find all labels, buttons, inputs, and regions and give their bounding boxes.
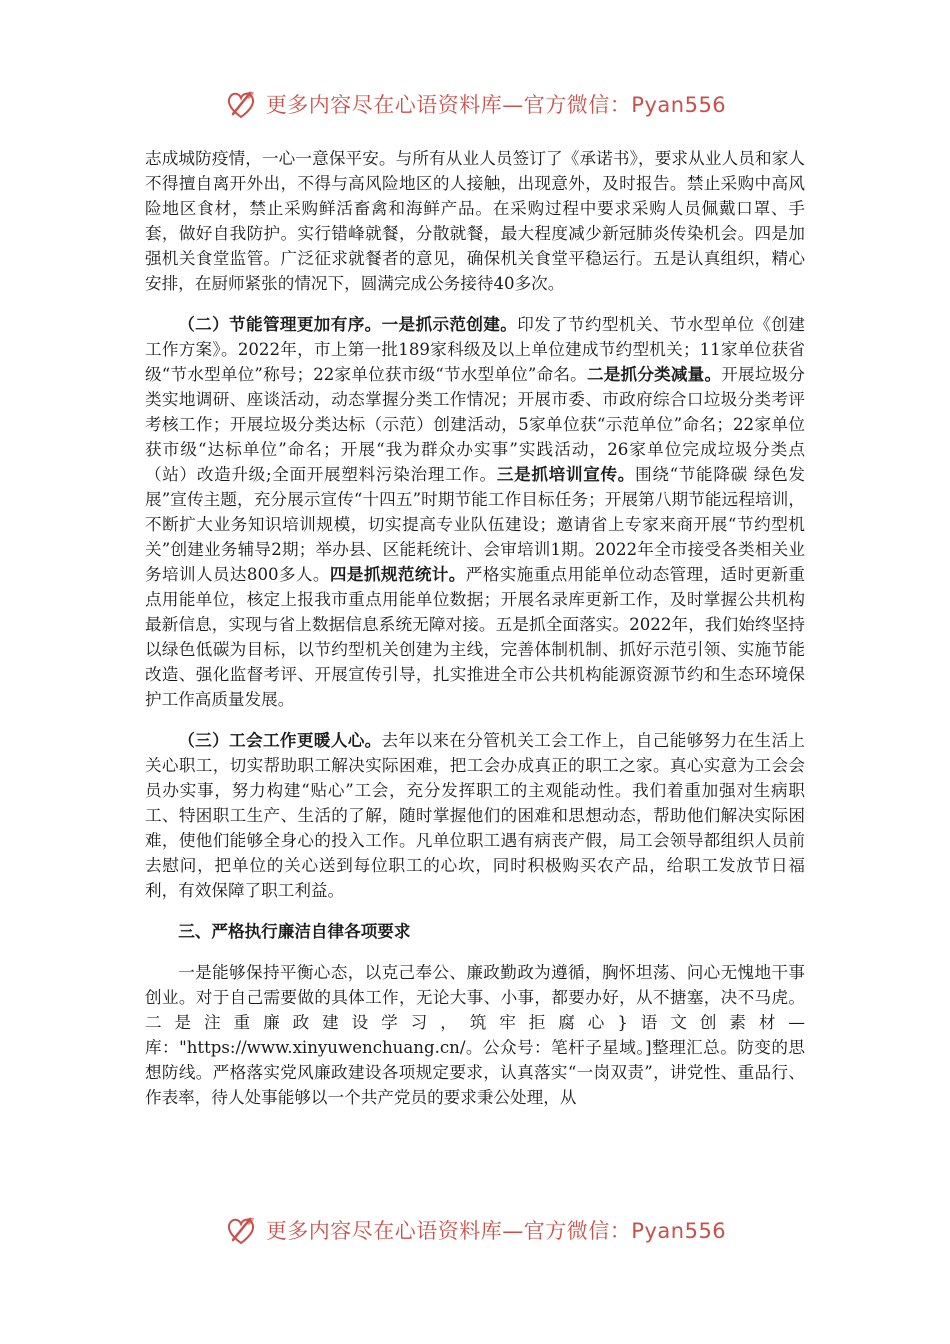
point-statistics: 四是抓规范统计。: [329, 564, 466, 584]
text-union: 去年以来在分管机关工会工作上，自己能够努力在生活上关心职工，切实帮助职工解决实际困难，把工会办成真正的职工之家。真心实意为工会会员办实事，努力构建“贴心”工会，充分发挥职工的主观能动性。我们着重加强对生病职工、特困职工生产、生活的了解，随时掌握他们的困难和思想动态，帮助他们解决实际困难，使他们能够全身心的投入工作。凡单位职工遇有病丧产假，局工会领导都组织人员前去慰问，把单位的关心送到每位职工的心坎，同时积极购买农产品，给职工发放节日福利，有效保障了职工利益。: [145, 731, 805, 900]
text-classification: 开展垃圾分类实地调研、座谈活动，动态掌握分类工作情况；开展市委、市政府综合口垃圾分类考评考核工作；开展垃圾分类达标（示范）创建活动，5家单位获“示范单位”命名；22家单位获市级“达标单位”命名；开展“我为群众办实事”实践活动，26家单位完成垃圾分类点（站）改造升级;全面开展塑料污染治理工作。: [145, 365, 806, 484]
subheading-union: （三）工会工作更暖人心。: [178, 730, 382, 750]
text-demo-creation: 印发了节约型机关、节水型单位《创建工作方案》。2022年，市上第一批189家科级及以上单位建成节约型机关；11家单位获省级“节水型单位”称号；22家单位获市级“节水型单位”命名。: [145, 315, 806, 384]
document-body: [145, 146, 805, 1110]
point-classification: 二是抓分类减量。: [586, 364, 722, 384]
text-training: 围绕“节能降碳 绿色发展”宣传主题，充分展示宣传“十四五”时期节能工作目标任务；开展第八期节能远程培训，不断扩大业务知识培训规模，切实提高专业队伍建设；邀请省上专家来商开展“节约型机关”创建业务辅导2期；举办县、区能耗统计、会审培训1期。2022年全市接受各类相关业务培训人员达800多人。: [145, 465, 806, 584]
quill-heart-logo-icon: [224, 1213, 258, 1247]
header-banner: [0, 84, 950, 124]
banner-text: 更多内容尽在心语资料库—官方微信：Pyan556: [265, 1219, 727, 1243]
quill-heart-logo-icon: [224, 87, 258, 121]
footer-banner: [0, 1210, 950, 1250]
paragraph-1: 志成城防疫情，一心一意保平安。与所有从业人员签订了《承诺书》，要求从业人员和家人不得擅自离开外出，不得与高风险地区的人接触，出现意外，及时报告。禁止采购中高风险地区食材，禁止采购鲜活畜禽和海鲜产品。在采购过程中要求采购人员佩戴口罩、手套，做好自我防护。实行错峰就餐，分散就餐，最大程度减少新冠肺炎传染机会。四是加强机关食堂监管。广泛征求就餐者的意见，确保机关食堂平稳运行。五是认真组织，精心安排，在厨师紧张的情况下，圆满完成公务接待40多次。: [145, 149, 805, 293]
subheading-energy: （二）节能管理更加有序。: [178, 314, 382, 334]
section-heading: 三、严格执行廉洁自律各项要求: [178, 921, 411, 941]
paragraph-energy-management: [145, 312, 805, 712]
banner-text: 更多内容尽在心语资料库—官方微信：Pyan556: [265, 93, 727, 117]
text-statistics: 严格实施重点用能单位动态管理，适时更新重点用能单位，核定上报我市重点用能单位数据；开展名录库更新工作，及时掌握公共机构最新信息，实现与省上数据信息系统无障对接。五是抓全面落实。2022年，我们始终坚持以绿色低碳为目标，以节约型机关创建为主线，完善体制机制、抓好示范引领、实施节能改造、强化监督考评、开展宣传引导，扎实推进全市公共机构能源资源节约和生态环境保护工作高质量发展。: [145, 565, 806, 709]
point-demo-creation: 一是抓示范创建。: [381, 314, 518, 334]
paragraph-union-work: [145, 728, 805, 903]
point-training: 三是抓培训宣传。: [496, 464, 636, 484]
paragraph-integrity: 一是能够保持平衡心态，以克己奉公、廉政勤政为遵循，胸怀坦荡、问心无愧地干事创业。对于自己需要做的具体工作，无论大事、小事，都要办好，从不搪塞，决不马虎。二是注重廉政建设学习，筑牢拒腐心}语文创素材—库："https://www.xinyuwenchuang.cn/。公众号：笔杆子星域。]整理汇总。防变的思想防线。严格落实党风廉政建设各项规定要求，认真落实“一岗双责”，讲党性、重品行、作表率，待人处事能够以一个共产党员的要求秉公处理，从: [145, 963, 805, 1107]
